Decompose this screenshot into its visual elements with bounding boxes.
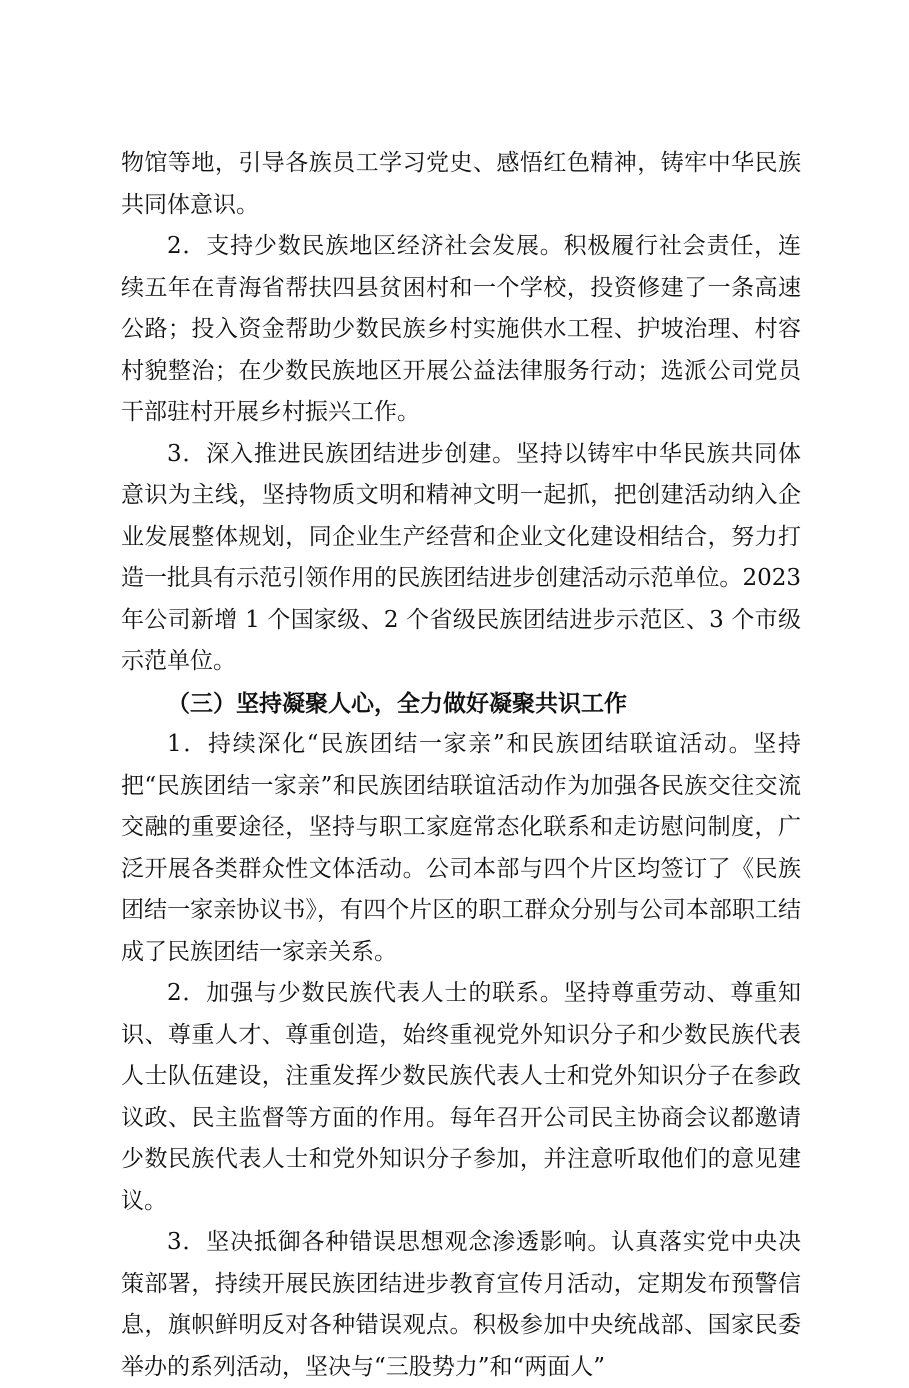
paragraph-unity-progress-creation: 3．深入推进民族团结进步创建。坚持以铸牢中华民族共同体意识为主线，坚持物质文明和精神文明一起抓，把创建活动纳入企业发展整体规划，同企业生产经营和企业文化建设相结合，努力打造一批具有示范引领作用的民族团结进步创建活动示范单位。2023 年公司新增 1 个国家级、2 个省级民族团结进步示范区、3 个市级示范单位。 bbox=[121, 440, 801, 674]
paragraph-continuation: 物馆等地，引导各族员工学习党史、感悟红色精神，铸牢中华民族共同体意识。 bbox=[121, 150, 801, 218]
paragraph-resist-wrong-ideas: 3．坚决抵御各种错误思想观念渗透影响。认真落实党中央决策部署，持续开展民族团结进步教育宣传月活动，定期发布预警信息，旗帜鲜明反对各种错误观点。积极参加中央统战部、国家民委举办的系列活动，坚决与“三股势力”和“两面人” bbox=[121, 1229, 801, 1380]
paragraph-minority-representatives: 2．加强与少数民族代表人士的联系。坚持尊重劳动、尊重知识、尊重人才、尊重创造，始终重视党外知识分子和少数民族代表人士队伍建设，注重发挥少数民族代表人士和党外知识分子在参政议政、民主监督等方面的作用。每年召开公司民主协商会议都邀请少数民族代表人士和党外知识分子参加，并注意听取他们的意见建议。 bbox=[121, 980, 801, 1214]
document-body bbox=[121, 143, 801, 1388]
section-heading-three: （三）坚持凝聚人心，全力做好凝聚共识工作 bbox=[167, 689, 627, 717]
paragraph-support-ethnic-regions: 2．支持少数民族地区经济社会发展。积极履行社会责任，连续五年在青海省帮扶四县贫困村和一个学校，投资修建了一条高速公路；投入资金帮助少数民族乡村实施供水工程、护坡治理、村容村貌整治；在少数民族地区开展公益法律服务行动；选派公司党员干部驻村开展乡村振兴工作。 bbox=[121, 233, 801, 425]
paragraph-unity-family-activities: 1．持续深化“民族团结一家亲”和民族团结联谊活动。坚持把“民族团结一家亲”和民族团结联谊活动作为加强各民族交往交流交融的重要途径，坚持与职工家庭常态化联系和走访慰问制度，广泛开展各类群众性文体活动。公司本部与四个片区均签订了《民族团结一家亲协议书》，有四个片区的职工群众分别与公司本部职工结成了民族团结一家亲关系。 bbox=[121, 731, 801, 965]
